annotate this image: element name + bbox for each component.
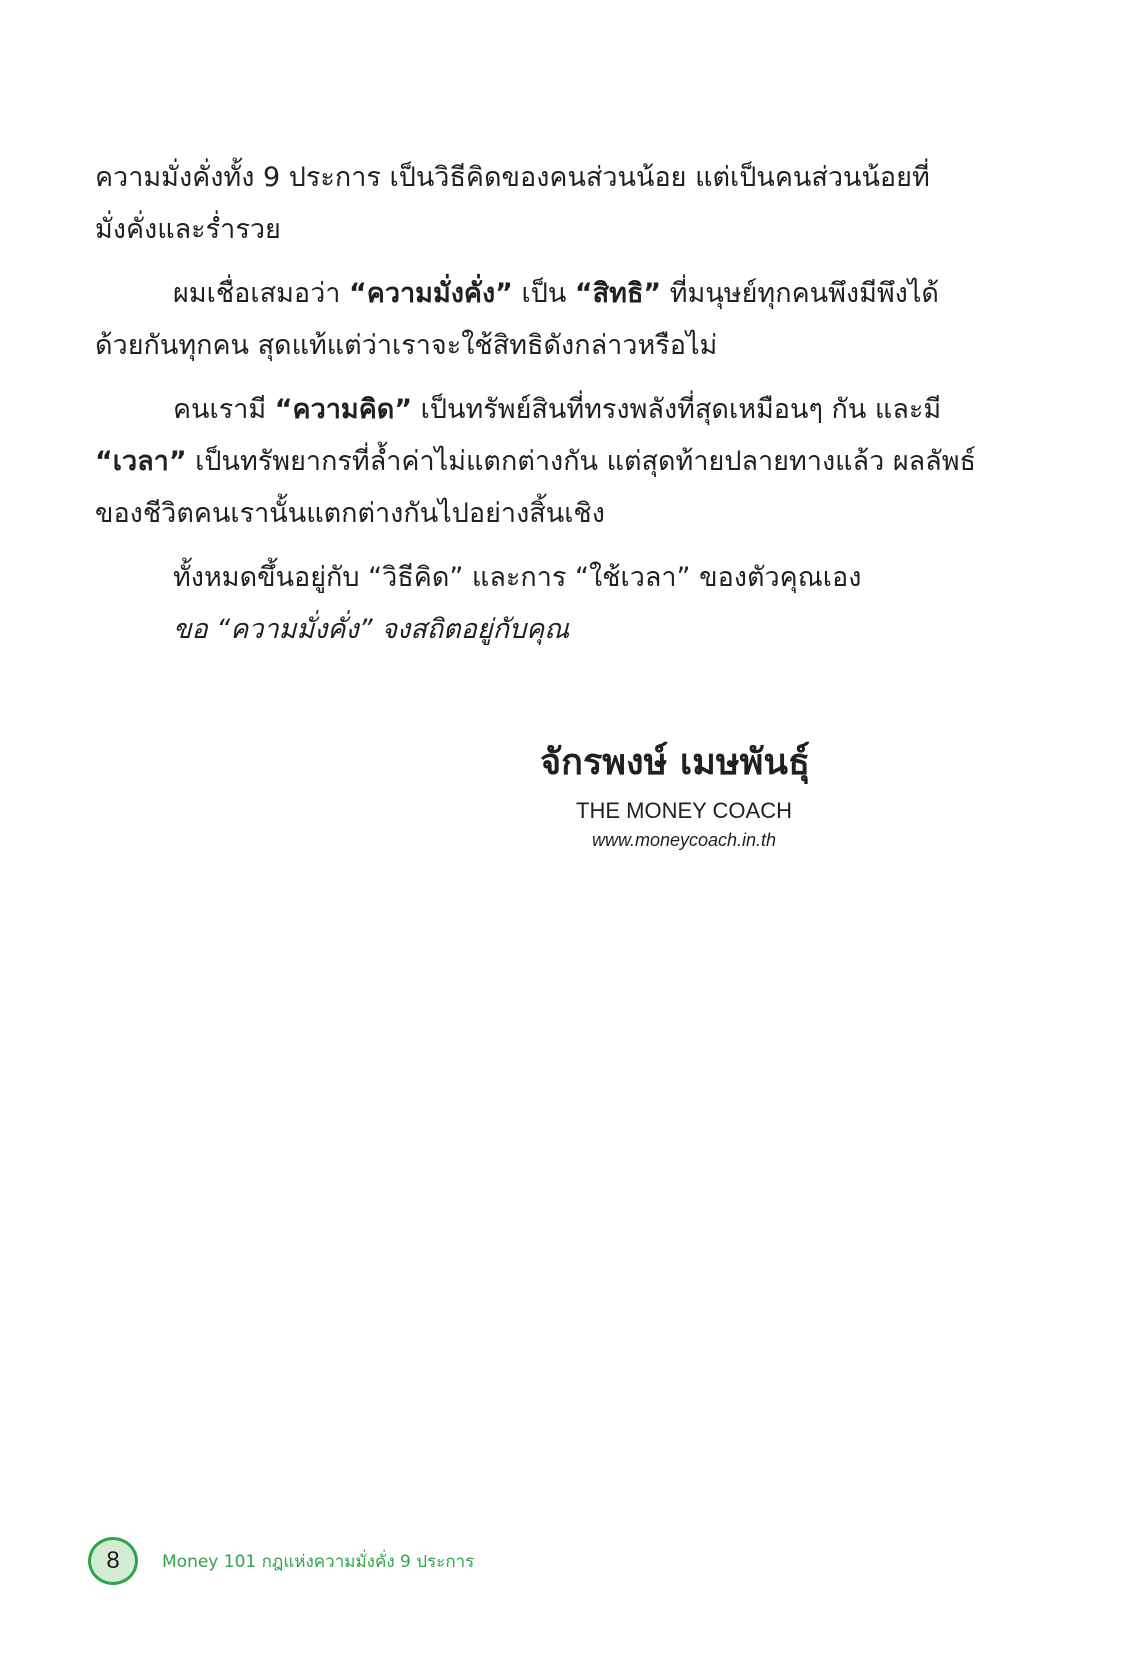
- author-signature: [500, 738, 880, 854]
- page-number: 8: [106, 1547, 120, 1574]
- paragraph-2-emphasis-wealth: “ความมั่งคั่ง”: [349, 278, 513, 309]
- paragraph-2-text-c: เป็น: [512, 278, 575, 309]
- paragraph-4-text: ทั้งหมดขึ้นอยู่กับ “วิธีคิด” และการ “ใช้เวลา” ของตัวคุณเอง: [173, 562, 862, 593]
- paragraph-2-text-a: ผมเชื่อเสมอว่า: [173, 278, 350, 309]
- author-name: จักรพงษ์ เมษพันธุ์: [540, 742, 810, 783]
- paragraph-2-text-e: ที่มนุษย์ทุกคนพึงมีพึงได้ด้วยกันทุกคน สุดแท้แต่ว่าเราจะใช้สิทธิดังกล่าวหรือไม่: [95, 278, 939, 361]
- paragraph-4: [95, 552, 987, 604]
- paragraph-1: [95, 152, 987, 256]
- author-title: THE MONEY COACH: [576, 798, 792, 823]
- paragraph-2: [95, 268, 987, 372]
- closing-blessing: ขอ “ความมั่งคั่ง” จงสถิตอยู่กับคุณ: [173, 614, 570, 645]
- paragraph-3: [95, 384, 987, 540]
- paragraph-3-text-e: เป็นทรัพยากรที่ล้ำค่าไม่แตกต่างกัน แต่สุดท้ายปลายทางแล้ว ผลลัพธ์ของชีวิตคนเรานั้นแตกต่างกันไปอย่างสิ้นเชิง: [95, 446, 977, 529]
- paragraph-3-emphasis-thought: “ความคิด”: [274, 394, 413, 425]
- page-footer: [88, 1538, 474, 1584]
- paragraph-2-emphasis-right: “สิทธิ”: [574, 278, 662, 309]
- paragraph-3-emphasis-time: “เวลา”: [95, 446, 187, 477]
- running-book-title: Money 101 กฎแห่งความมั่งคั่ง 9 ประการ: [162, 1551, 475, 1572]
- paragraph-3-text-a: คนเรามี: [173, 394, 275, 425]
- page-number-badge: [88, 1537, 138, 1585]
- paragraph-5: [95, 604, 987, 656]
- paragraph-1-text: ความมั่งคั่งทั้ง 9 ประการ เป็นวิธีคิดของคนส่วนน้อย แต่เป็นคนส่วนน้อยที่มั่งคั่งและร่ำรวย: [95, 162, 930, 245]
- body-text: [95, 152, 987, 668]
- paragraph-3-text-c: เป็นทรัพย์สินที่ทรงพลังที่สุดเหมือนๆ กัน และมี: [412, 394, 942, 425]
- author-website: www.moneycoach.in.th: [591, 830, 777, 850]
